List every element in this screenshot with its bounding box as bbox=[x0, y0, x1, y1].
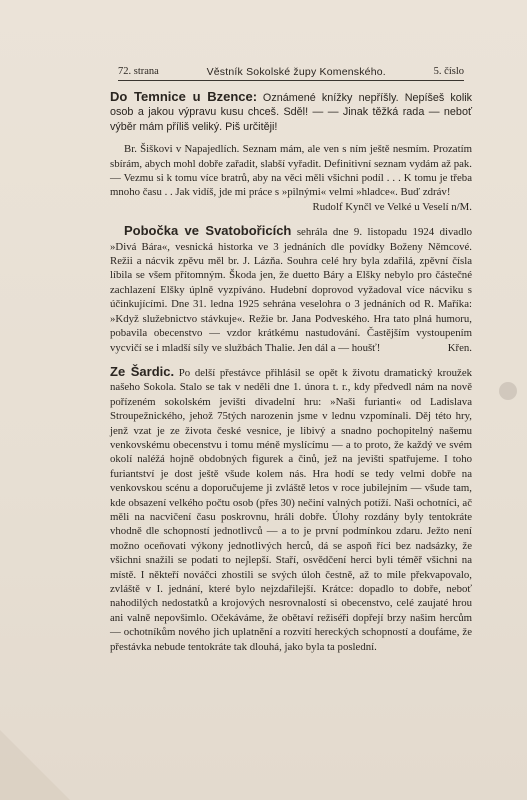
article-temnice-body: Br. Šiškovi v Napajedlích. Seznam mám, ale ven s ním ještě nesmím. Prozatím sbírám, abych mohl dobře zařadit, slabší vyřadit. Definitivní seznam vydám až pak. — Vezmu si k tomu více bratrů, aby na věci měli všichni podíl . . . K tomu je třeba mnoho času . . Jak vidíš, jde mi práce s »pilnými« velmi »hladce«. Buď zdráv! bbox=[110, 143, 472, 199]
issue-number: 5. číslo bbox=[433, 66, 464, 77]
article-sardice-heading: Ze Šardic. bbox=[110, 363, 175, 379]
article-temnice bbox=[110, 90, 472, 214]
article-temnice-intro bbox=[110, 90, 472, 134]
article-sardice bbox=[110, 365, 472, 654]
article-sardice-text bbox=[110, 365, 472, 654]
article-temnice-intro-text: Oznámené knížky nepříšly. Nepíšeš kolik osob a jakou výpravu kusu chceš. Sděl! — — Jinak těžká rada — neboť výběr mám příliš veliký. Piš určitěji! bbox=[110, 92, 473, 133]
article-svatoborice-text bbox=[110, 224, 472, 355]
article-temnice-heading: Do Temnice u Bzence: bbox=[110, 89, 258, 104]
article-temnice-signature: Rudolf Kynčl ve Velké u Veselí n/M. bbox=[312, 200, 472, 213]
paper-stain bbox=[499, 382, 517, 400]
article-svatoborice-body: sehrála dne 9. listopadu 1924 divadlo »Divá Bára«, vesnická historka ve 3 jednáních dle povídky Boženy Němcové. Režii a nácvik zpěvu měl br. J. Lázňa. Souhra celé hry byla zdařilá, zpěvní čísla líbila se všem přítomným. Škoda jen, že duetto Báry a Elšky nebylo pro částečné zachlazení Elšky úplně vyzpíváno. Hudební doprovod vyžadoval více nácviku s účinkujícími. Dne 31. ledna 1925 sehrána veselohra o 3 jednáních od R. Maříka: »Když služebnictvo stávkuje«. Režie br. Jana Podveského. Hra tato plná humoru, pobavila obecenstvo — vzdor krátkému nastudování. Častějším vystoupením vycvičí se i mladší síly ve službách Thalie. Jen dál a — houšť! bbox=[110, 226, 472, 354]
article-svatoborice bbox=[110, 224, 472, 355]
page-number: 72. strana bbox=[118, 66, 159, 77]
journal-title: Věstník Sokolské župy Komenského. bbox=[206, 66, 386, 78]
article-svatoborice-signature: Křen. bbox=[447, 341, 472, 354]
page-content bbox=[110, 90, 472, 664]
article-sardice-body: Po delší přestávce přihlásil se opět k životu dramatický kroužek našeho Sokola. Stalo se tak v neděli dne 1. února t. r., kdy předvedl nám na nově pořízeném sokolském jevišti divadelní hru: »Naši furianti« od Ladislava Stroupežnického, jehož 75tých narozenin jsme v lednu vzpomínali. Děj této hry, jenž vzat je ze života české vesnice, je libivý a snadno pochopitelný našemu venkovskému obecenstvu i tomu méně myslícímu — a to proto, že každý ve svém okolí naléžá hojně obdobných figurek a činů, jež na jevišti spatřujeme. I toho furiantství je dost ještě všude kolem nás. Hra hodí se tedy velmi dobře na venkovskou scénu a doporučujeme ji zvláště letos v roce jubilejním — všude tam, kde obsazení velkého počtu osob (přes 30) nečiní valných potíží. Naši ochotníci, ač měli na nacvičení času poskrovnu, hráli dobře. Úlohy rozdány byly tentokráte vhodně dle schopností jednotlivců — a to je první podmínkou zdaru. Ježto není možno oceňovati výkony jednotlivých herců, dá se aspoň říci bez nadsázky, že všichni snažili se podati to nejlepší. Staří, osvědčení herci byli téměř všichni na místě. I někteří nováčci zhostili se svých úloh čestně, až to mile překvapovalo, zvláště v I. jednání, které bylo nejzdařilejší. Krátce: dopadlo to dobře, neboť nahodilých nedostatků a krojových nesrovnalostí si obecenstvo, celé zaujaté hrou ani valně nepovšimlo. Očekáváme, že obětaví režiséři dopřejí brzy našim hercům — ochotníkům nového jich uplatnění a rozvití hereckých schopností a doufáme, že přestávka nebude tentokráte tak dlouhá, jako byla ta poslední. bbox=[110, 366, 473, 653]
paper-fold bbox=[0, 730, 70, 800]
page-header bbox=[118, 66, 464, 81]
article-svatoborice-heading: Pobočka ve Svatobořicích bbox=[124, 223, 292, 239]
